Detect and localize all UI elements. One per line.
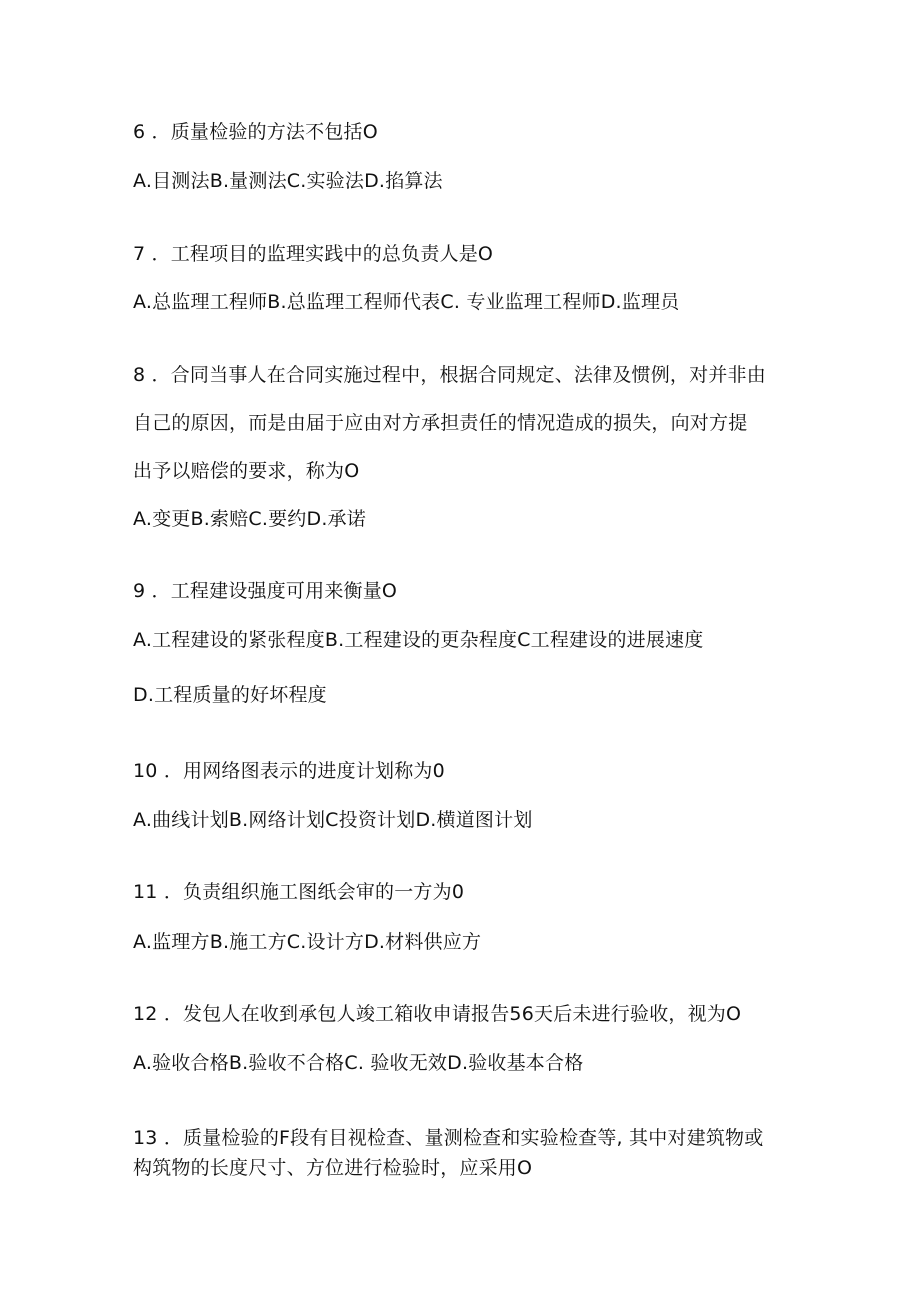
question-13-stem-line-1: 13 ．质量检验的F段有目视检查、量测检查和实验检查等, 其中对建筑物或	[133, 1127, 764, 1149]
question-9-options-line-2: D.工程质量的好坏程度	[133, 684, 327, 706]
question-9-options-line-1: A.工程建设的紧张程度B.工程建设的更杂程度C工程建设的进展速度	[133, 629, 704, 651]
question-11-stem: 11 ．负责组织施工图纸会审的一方为0	[133, 881, 465, 903]
question-6-stem: 6 ．质量检验的方法不包括O	[133, 121, 378, 143]
question-8-stem-line-1: 8 ．合同当事人在合同实施过程中，根据合同规定、法律及惯例，对并非由	[133, 364, 766, 386]
question-12-stem: 12 ．发包人在收到承包人竣工箱收申请报告56天后未进行验收，视为O	[133, 1003, 742, 1025]
question-11-options: A.监理方B.施工方C.设计方D.材料供应方	[133, 931, 482, 953]
question-10-stem: 10 ．用网络图表示的进度计划称为0	[133, 760, 445, 782]
question-10-options: A.曲线计划B.网络计划C投资计划D.横道图计划	[133, 809, 533, 831]
question-8-stem-line-2: 自己的原因，而是由届于应由对方承担责任的情况造成的损失，向对方提	[133, 412, 748, 434]
question-13-stem-line-2: 构筑物的长度尺寸、方位进行检验时，应采用O	[133, 1157, 533, 1179]
question-7-stem: 7 ．工程项目的监理实践中的总负责人是O	[133, 243, 494, 265]
question-9-stem: 9 ．工程建设强度可用来衡量O	[133, 580, 398, 602]
question-8-options: A.变更B.索赔C.要约D.承诺	[133, 508, 366, 530]
question-8-stem-line-3: 出予以赔偿的要求，称为O	[133, 460, 360, 482]
question-6-options: A.目测法B.量测法C.实验法D.掐算法	[133, 170, 443, 192]
question-7-options: A.总监理工程师B.总监理工程师代表C. 专业监理工程师D.监理员	[133, 291, 680, 313]
question-12-options: A.验收合格B.验收不合格C. 验收无效D.验收基本合格	[133, 1052, 584, 1074]
